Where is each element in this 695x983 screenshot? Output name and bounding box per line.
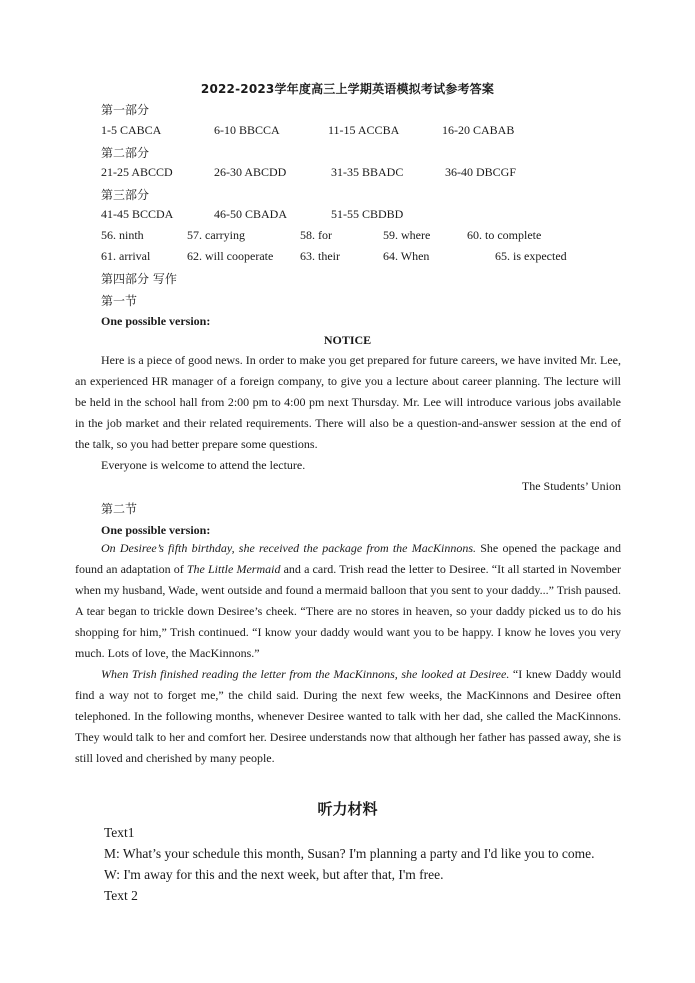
story-paragraph [75,538,621,664]
answer-group: 26-30 ABCDD [214,165,287,179]
story-opening-italic: When Trish finished reading the letter from the MacKinnons, she looked at Desiree. [101,667,510,681]
listening-line: W: I'm away for this and the next week, but after that, I'm free. [104,867,444,882]
section2-heading: 第二节 [101,502,138,516]
answer-group: 1-5 CABCA [101,123,162,137]
answer-group: 36-40 DBCGF [445,165,517,179]
story-opening-italic: On Desiree’s fifth birthday, she received the package from the MacKinnons. [101,541,477,555]
part2-heading: 第二部分 [101,146,150,160]
story-text: “I knew Daddy would find a way not to forget me,” the child said. During the next few weeks, the MacKinnons and Desiree often telephoned. In the following months, whenever Desiree wanted to talk with her dad, she called the MacKinnons. They would talk to her and comfort her. Desiree understands now that although her father has passed away, she is still loved and cherished by many people. [75,667,622,765]
notice-paragraph: Everyone is welcome to attend the lecture. [101,458,306,472]
notice-paragraph: Here is a piece of good news. In order to make you get prepared for future careers, we have invited Mr. Lee, an experienced HR manager of a foreign company, to give you a lecture about career planning. The lecture will be held in the school hall from 2:00 pm to 4:00 pm next Thursday. Mr. Lee will introduce various jobs available in the job market and their related requirements. There will also be a question-and-answer session at the end of the talk, so you had better prepare some questions. [75,353,621,451]
fill-answer: 64. When [383,249,430,263]
notice-title: NOTICE [323,333,372,347]
listening-line: M: What’s your schedule this month, Susan? I'm planning a party and I'd like you to come. [104,846,595,861]
notice-signature: The Students’ Union [521,479,621,493]
listening-line: Text 2 [104,888,138,903]
page-title: 2022-2023学年度高三上学期英语模拟考试参考答案 [200,82,495,96]
fill-answer: 57. carrying [187,228,245,242]
fill-answer: 60. to complete [467,228,542,242]
answer-group: 31-35 BBADC [331,165,404,179]
notice-body [75,350,621,476]
section1-heading: 第一节 [101,294,138,308]
story-text: and a card. Trish read the letter to Desiree. “It all started in November when my husband, Wade, went outside and found a mermaid balloon that you sent to your daddy...” Trish paused. A tear began to trickle down Desiree’s cheek. “There are no stores in heaven, so your daddy picked us to do his shopping for him,” Trish continued. “I know your daddy would want you to be happy. I know he loves you very much. Lots of love, the MacKinnons.” [75,562,621,660]
fill-answer: 63. their [300,249,340,263]
fill-answer: 61. arrival [101,249,151,263]
part3-heading: 第三部分 [101,188,150,202]
fill-answer: 56. ninth [101,228,144,242]
version-label: One possible version: [101,523,211,537]
book-title: The Little Mermaid [186,562,281,576]
listening-line: Text1 [104,825,135,840]
listening-title: 听力材料 [317,800,378,818]
answer-group: 46-50 CBADA [214,207,288,221]
version-label: One possible version: [101,314,211,328]
fill-answer: 59. where [383,228,431,242]
answer-group: 41-45 BCCDA [101,207,174,221]
story-text: She opened the package and found an adaptation of [75,541,621,576]
answer-group: 16-20 CABAB [442,123,515,137]
fill-answer: 62. will cooperate [187,249,274,263]
story-paragraph [75,664,621,769]
answer-group: 6-10 BBCCA [214,123,280,137]
fill-answer: 65. is expected [495,249,567,263]
part4-heading: 第四部分 写作 [101,272,177,286]
answer-group: 21-25 ABCCD [101,165,173,179]
story-body [75,538,621,769]
part1-heading: 第一部分 [101,103,150,117]
answer-group: 51-55 CBDBD [331,207,404,221]
answer-group: 11-15 ACCBA [328,123,400,137]
fill-answer: 58. for [300,228,332,242]
